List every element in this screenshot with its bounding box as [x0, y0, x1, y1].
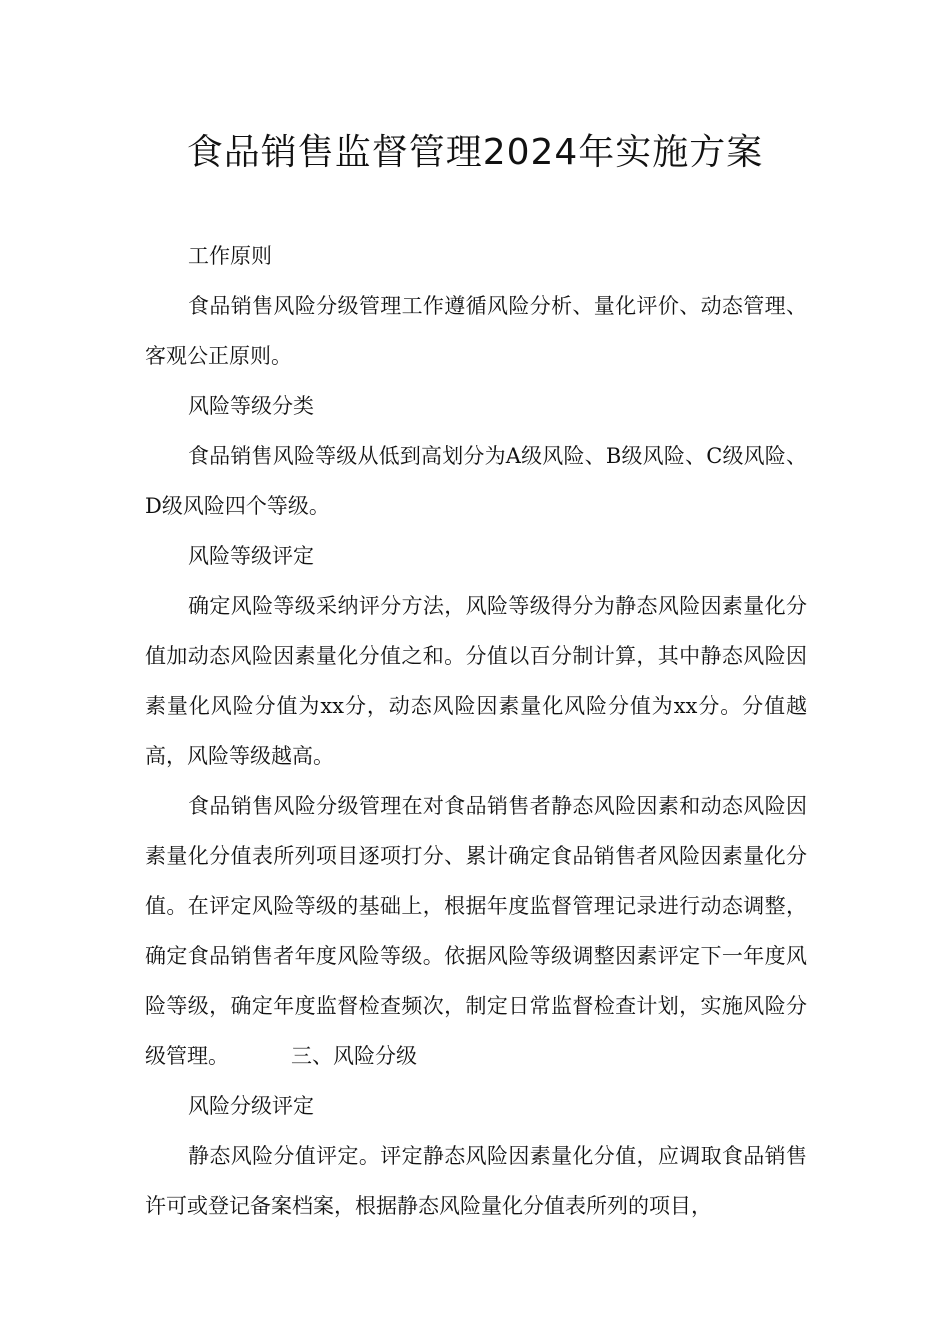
paragraph-risk-management [145, 781, 807, 1081]
document-title: 食品销售监督管理2024年实施方案 [186, 132, 764, 173]
document-body [145, 231, 807, 1231]
section-heading-work-principles: 工作原则 [188, 244, 272, 268]
inline-heading-risk-grading: 三、风险分级 [291, 1044, 417, 1068]
paragraph-static-risk: 静态风险分值评定。评定静态风险因素量化分值，应调取食品销售许可或登记备案档案，根据静态风险量化分值表所列的项目， [145, 1144, 807, 1218]
section-heading-risk-evaluation: 风险等级评定 [188, 544, 314, 568]
paragraph-scoring-method: 确定风险等级采纳评分方法，风险等级得分为静态风险因素量化分值加动态风险因素量化分值之和。分值以百分制计算，其中静态风险因素量化风险分值为xx分，动态风险因素量化风险分值为xx分。分值越高，风险等级越高。 [145, 594, 807, 768]
paragraph-work-principles: 食品销售风险分级管理工作遵循风险分析、量化评价、动态管理、客观公正原则。 [145, 294, 807, 368]
section-heading-grading-evaluation: 风险分级评定 [188, 1094, 314, 1118]
paragraph-risk-classification: 食品销售风险等级从低到高划分为A级风险、B级风险、C级风险、D级风险四个等级。 [145, 444, 807, 518]
section-heading-risk-classification: 风险等级分类 [188, 394, 314, 418]
paragraph-risk-management-text: 食品销售风险分级管理在对食品销售者静态风险因素和动态风险因素量化分值表所列项目逐项打分、累计确定食品销售者风险因素量化分值。在评定风险等级的基础上，根据年度监督管理记录进行动态调整，确定食品销售者年度风险等级。依据风险等级调整因素评定下一年度风险等级，确定年度监督检查频次，制定日常监督检查计划，实施风险分级管理。 [145, 794, 807, 1068]
